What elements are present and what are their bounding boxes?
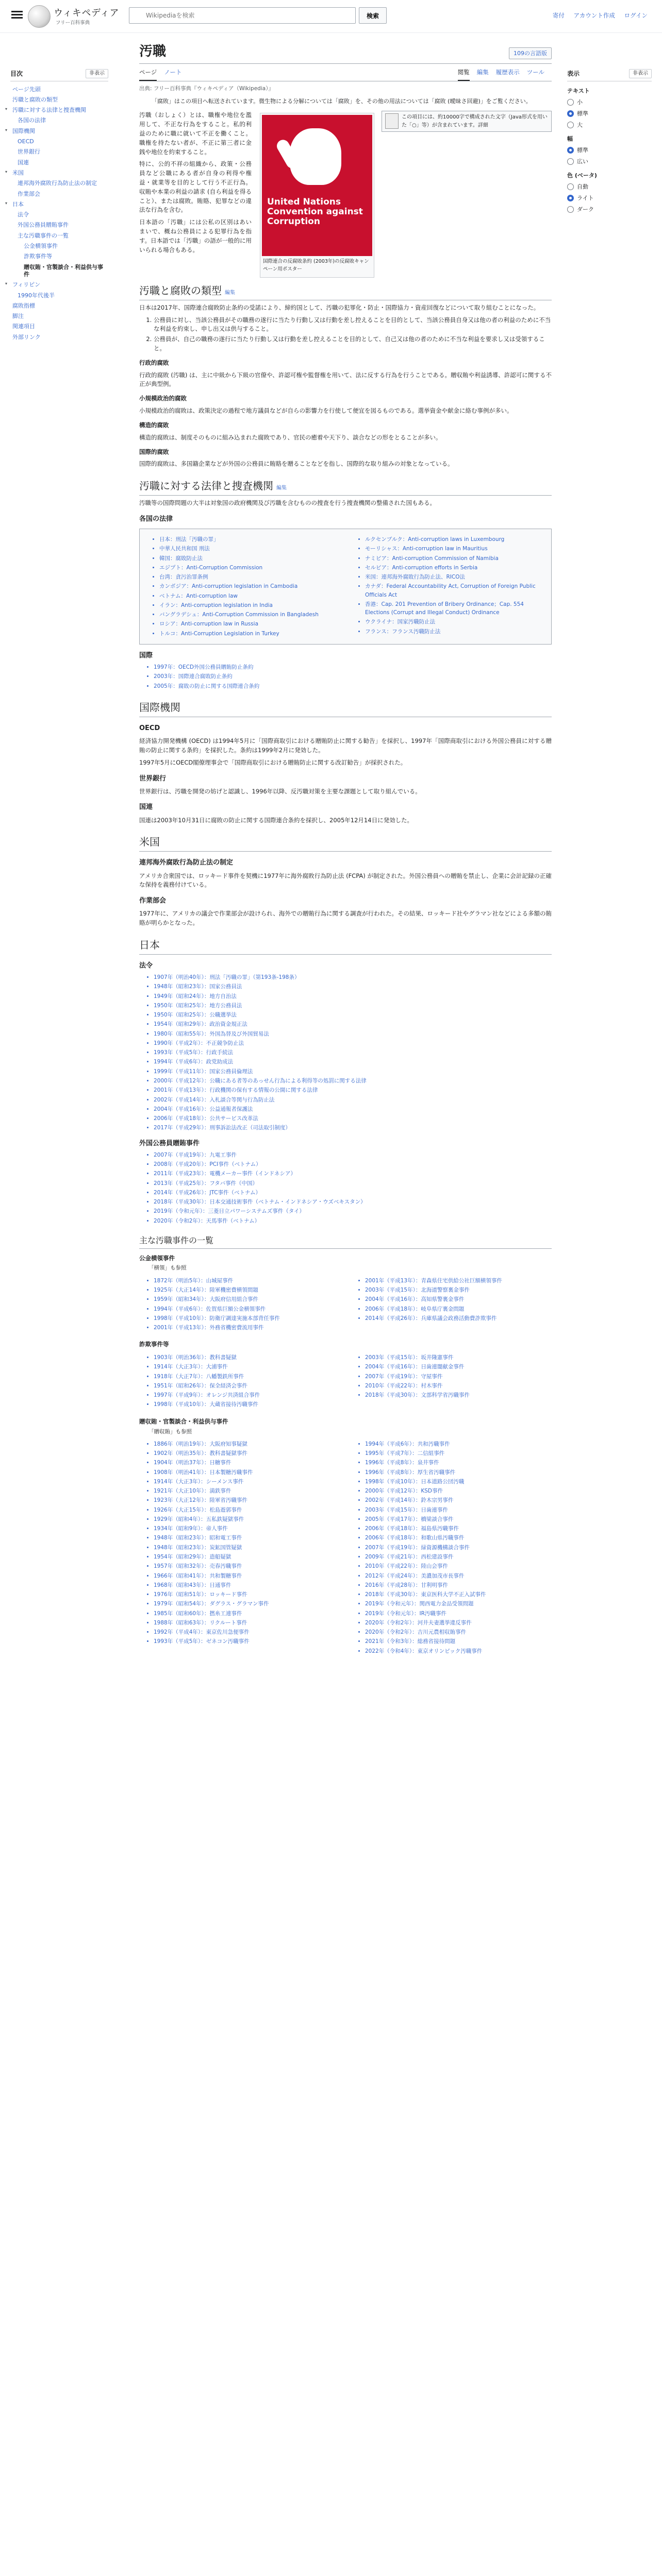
appearance-hide-button[interactable]: 非表示 <box>629 69 652 78</box>
case-item[interactable]: • 2014年（平成26年）：兵庫県議会政務活動費詐欺事件 <box>365 1314 552 1323</box>
toc-item-label: 日本 <box>12 200 24 208</box>
subheading: 外国公務員贈賄事件 <box>139 1139 200 1147</box>
toc-item-label: 主な汚職事件の一覧 <box>18 232 69 239</box>
toc-item[interactable] <box>5 280 108 290</box>
maintenance-box: この項目には、約10000字で構成された文字（Java形式を用いた「○」等）が含まれています。詳細 <box>382 111 552 132</box>
page-title: 汚職 <box>139 41 552 64</box>
case-item[interactable]: • 1903年（明治36年）：教科書疑獄 <box>154 1353 340 1362</box>
tab-read[interactable]: 閲覧 <box>458 68 470 81</box>
radio-icon[interactable] <box>567 195 574 201</box>
login-link[interactable]: ログイン <box>624 12 648 19</box>
subheading: 贈収賄・官製談合・利益供与事件 <box>139 1417 228 1425</box>
case-item[interactable]: • 1996年（平成8年）：泉井事件 <box>365 1459 552 1467</box>
law-item[interactable]: • 1949年（昭和24年）：地方自治法 <box>154 992 552 1001</box>
toc-item[interactable] <box>10 84 108 95</box>
radio-option[interactable] <box>567 205 652 214</box>
toc-item[interactable] <box>10 241 108 251</box>
case-item[interactable]: • 2014年（平成26年）：JTC事件（ベトナム） <box>154 1189 552 1197</box>
radio-label: 広い <box>577 158 588 165</box>
law-item[interactable]: • 2006年（平成18年）：公共サービス改革法 <box>154 1114 552 1123</box>
radio-icon[interactable] <box>567 147 574 154</box>
case-item[interactable]: • 2004年（平成16年）：日歯連闇献金事件 <box>365 1363 552 1371</box>
case-item[interactable]: • 1996年（平成8年）：厚生省汚職事件 <box>365 1468 552 1477</box>
case-item[interactable]: • 1914年（大正3年）：シーメンス事件 <box>154 1478 340 1486</box>
toc-item[interactable] <box>10 231 108 241</box>
toc-item-label: 法令 <box>18 211 29 218</box>
create-account-link[interactable]: アカウント作成 <box>573 12 615 19</box>
law-item[interactable]: • ベトナム：Anti-corruption law <box>159 592 340 600</box>
poster-image[interactable] <box>262 115 372 256</box>
case-item[interactable]: • 1929年（昭和4年）：五私鉄疑獄事件 <box>154 1515 340 1523</box>
search-input[interactable] <box>129 7 356 24</box>
tagline: フリー百科事典 <box>56 20 90 26</box>
case-item[interactable]: • 1923年（大正12年）：陸軍省汚職事件 <box>154 1496 340 1504</box>
case-item[interactable]: • 2020年（令和2年）：天馬事件（ベトナム） <box>154 1217 552 1225</box>
section-heading: 主な汚職事件の一覧 <box>139 1234 552 1249</box>
radio-option[interactable] <box>567 98 652 107</box>
case-item[interactable]: • 2018年（平成30年）：日本交通技術事件（ベトナム・インドネシア・ウズベキスタン） <box>154 1198 552 1206</box>
toc-item[interactable] <box>5 105 108 115</box>
case-item[interactable]: • 2002年（平成14年）：鈴木宗男事件 <box>365 1496 552 1504</box>
law-item[interactable]: • イラン：Anti-corruption legislation in India <box>159 601 340 609</box>
section-heading: 日本 <box>139 937 552 955</box>
chevron-down-icon[interactable]: ▾ <box>5 169 8 174</box>
case-item[interactable]: • 1993年（平成5年）：ゼネコン汚職事件 <box>154 1637 340 1646</box>
case-item[interactable]: • 1992年（平成4年）：東京佐川急便事件 <box>154 1628 340 1636</box>
section-heading: 米国 <box>139 834 552 852</box>
law-item[interactable]: • モーリシャス：Anti-corruption law in Mauritius <box>365 545 546 553</box>
book-icon <box>385 113 399 129</box>
option-group-label: テキスト <box>567 87 590 94</box>
case-item[interactable]: • 2019年（令和元年）：三菱日立パワーシステムズ事件（タイ） <box>154 1207 552 1215</box>
intro-paragraph: 特に、公的不祥の組織から、政策・公務員など公職にある者が自身の利得や権益・就業等を目的として行う不正行為。収賄や本業の利益の請求 (自ら利益を得ること）、または腐敗。賄賂、犯罪などの違法な行為を含む。 <box>139 160 252 214</box>
case-item[interactable]: • 2018年（平成30年）：東京医科大学不正入試事件 <box>365 1590 552 1599</box>
toc-item[interactable] <box>10 321 108 332</box>
search-button[interactable]: 検索 <box>359 7 387 24</box>
law-item[interactable]: • 2004年（平成16年）：公益通報者保護法 <box>154 1105 552 1113</box>
law-item[interactable]: • 1954年（昭和29年）：政治資金規正法 <box>154 1020 552 1028</box>
toc-item[interactable] <box>10 178 108 189</box>
radio-icon[interactable] <box>567 206 574 213</box>
case-item[interactable]: • 2003年（平成15年）：坂井隆憲事件 <box>365 1353 552 1362</box>
radio-label: 大 <box>577 121 583 128</box>
radio-label: ダーク <box>577 206 594 213</box>
toc-item-label: 汚職と腐敗の類型 <box>12 96 58 103</box>
subheading: 国際 <box>139 652 153 659</box>
case-item[interactable]: • 1926年（大正15年）：松島遊郭事件 <box>154 1506 340 1514</box>
page-tabs <box>139 67 552 81</box>
subheading: 公金横領事件 <box>139 1254 175 1262</box>
toc-item[interactable] <box>10 332 108 343</box>
case-item[interactable]: • 2000年（平成12年）：KSD事件 <box>365 1487 552 1495</box>
edit-link[interactable]: 編集 <box>276 485 287 492</box>
case-item[interactable]: • 2005年（平成17年）：橋梁談合事件 <box>365 1515 552 1523</box>
toc-item-label: 公金横領事件 <box>24 243 58 250</box>
toc-hide-button[interactable]: 非表示 <box>86 69 108 78</box>
case-item[interactable]: • 1966年（昭和41年）：共和製糖事件 <box>154 1572 340 1580</box>
law-item[interactable]: • トルコ：Anti-Corruption Legislation in Turkey <box>159 630 340 638</box>
section-heading: 国際機関 <box>139 700 552 717</box>
subheading: 詐欺事件等 <box>139 1341 169 1348</box>
subheading: 作業部会 <box>139 897 167 905</box>
case-item[interactable]: • 1954年（昭和29年）：造船疑獄 <box>154 1553 340 1561</box>
wordmark[interactable]: ウィキペディア <box>54 8 119 19</box>
case-item[interactable]: • 1904年（明治37年）：日糖事件 <box>154 1459 340 1467</box>
menu-icon[interactable] <box>11 9 23 19</box>
case-item[interactable]: • 2009年（平成21年）：西松建設事件 <box>365 1553 552 1561</box>
toc-item-label: 詐欺事件等 <box>24 253 52 260</box>
radio-option[interactable] <box>567 194 652 202</box>
case-item[interactable]: • 2003年（平成15年）：北海道警察裏金事件 <box>365 1286 552 1294</box>
chevron-down-icon[interactable]: ▾ <box>5 107 8 112</box>
case-item[interactable]: • 1988年（昭和63年）：リクルート事件 <box>154 1619 340 1627</box>
paragraph: 汚職等の国際問題の大半は対象国の政府機関及び汚職を含むものの捜査を行う捜査機関の整備された国もある。 <box>139 499 436 507</box>
toc-item[interactable] <box>10 251 108 262</box>
subheading: 法令 <box>139 961 153 970</box>
table-of-contents <box>5 69 108 343</box>
case-item[interactable]: • 1886年（明治19年）：大阪府知事疑獄 <box>154 1440 340 1448</box>
case-item[interactable]: • 2022年（令和4年）：東京オリンピック汚職事件 <box>365 1647 552 1655</box>
option-group-label: 色 (ベータ) <box>567 172 597 179</box>
case-item[interactable]: • 2019年（令和元年）：IR汚職事件 <box>365 1609 552 1618</box>
subheading: 各国の法律 <box>139 515 173 523</box>
law-item[interactable]: • エジプト：Anti-Corruption Commission <box>159 564 340 572</box>
donate-link[interactable]: 寄付 <box>552 12 565 19</box>
law-item[interactable]: • ルクセンブルク：Anti-corruption laws in Luxembourg <box>365 535 546 544</box>
tab-history[interactable]: 履歴表示 <box>495 69 520 76</box>
tab-edit[interactable]: 編集 <box>476 69 489 76</box>
case-item[interactable]: • 2018年（平成30年）：文部科学省汚職事件 <box>365 1391 552 1399</box>
law-item[interactable]: • 韓国：腐敗防止法 <box>159 554 340 563</box>
paragraph: 世界銀行は、汚職を開発の妨げと認識し、1996年以降、反汚職対策を主要な課題として取り組んでいる。 <box>139 787 421 795</box>
case-item[interactable]: • 1976年（昭和51年）：ロッキード事件 <box>154 1590 340 1599</box>
tab-talk[interactable]: ノート <box>164 69 182 76</box>
chevron-down-icon[interactable]: ▾ <box>5 281 8 286</box>
law-item[interactable]: • フランス：フランス汚職防止法 <box>365 628 546 636</box>
radio-label: ライト <box>577 195 594 202</box>
from-line: 出典: フリー百科事典『ウィキペディア（Wikipedia）』 <box>139 86 274 92</box>
law-item[interactable]: • 1950年（昭和25年）：地方公務員法 <box>154 1002 552 1010</box>
toc-item-label: 腐敗指標 <box>12 302 35 309</box>
case-item[interactable]: • 2006年（平成18年）：福島県汚職事件 <box>365 1524 552 1533</box>
option-group-label: 幅 <box>567 135 573 142</box>
toc-item-label: 世界銀行 <box>18 148 40 156</box>
law-item[interactable]: • 2001年（平成13年）：行政機関の保有する情報の公開に関する法律 <box>154 1086 552 1094</box>
radio-label: 小 <box>577 98 583 106</box>
toc-item-label: 脚注 <box>12 313 24 320</box>
paragraph: 構造的腐敗は、制度そのものに組み込まれた腐敗であり、官民の癒着や天下り、談合などの形をとることが多い。 <box>139 433 442 441</box>
case-item[interactable]: • 2011年（平成23年）：電機メーカー事件（インドネシア） <box>154 1170 552 1178</box>
law-item[interactable]: • 1993年（平成5年）：行政手続法 <box>154 1048 552 1057</box>
case-item[interactable]: • 2012年（平成24年）：美濃加茂市長事件 <box>365 1572 552 1580</box>
toc-header: 目次 非表示 <box>10 69 108 81</box>
radio-option[interactable] <box>567 121 652 129</box>
edit-link[interactable]: 編集 <box>225 290 235 296</box>
toc-item-label: 1990年代後半 <box>18 292 55 299</box>
toc-item[interactable] <box>10 147 108 157</box>
subheading: 行政的腐敗 <box>139 359 169 366</box>
case-item[interactable]: • 2006年（平成18年）：和歌山県汚職事件 <box>365 1534 552 1542</box>
toc-item[interactable] <box>5 168 108 178</box>
toc-item[interactable] <box>10 301 108 311</box>
tab-page[interactable]: ページ <box>139 68 157 81</box>
radio-option[interactable] <box>567 109 652 118</box>
toc-item[interactable] <box>10 210 108 220</box>
radio-icon[interactable] <box>567 99 574 106</box>
toc-item-label: フィリピン <box>12 281 41 289</box>
law-item[interactable]: • カンボジア：Anti-corruption legislation in Cambodia <box>159 582 340 590</box>
search-form <box>129 7 387 24</box>
toc-item[interactable] <box>10 137 108 147</box>
toc-item-label: 各国の法律 <box>18 117 46 124</box>
intro-paragraph: 日本語の「汚職」には公私の区別はあいまいで、概ね公務員による犯罪行為を指す。日本語では「汚職」の語が一般的に用いられる場合もある。 <box>139 218 252 253</box>
toc-item[interactable] <box>10 158 108 168</box>
case-item[interactable]: • 2019年（令和元年）：関西電力金品受領問題 <box>365 1600 552 1608</box>
hatnote: 「腐敗」はこの項目へ転送されています。微生物による分解については「腐敗」を、その他の用法については「腐敗 (曖昧さ回避)」をご覧ください。 <box>152 98 532 105</box>
case-item[interactable]: • 2013年（平成25年）：フタバ事件（中国） <box>154 1179 552 1188</box>
paragraph: 日本は2017年、国際連合腐敗防止条約の受諾により、締約国として、汚職の犯罪化・防止・国際協力・資産回復などについて取り組むことになった。 <box>139 303 540 311</box>
paragraph: 1997年5月にOECD閣僚理事会で「国際商取引における贈賄防止に関する改訂勧告」が採択された。 <box>139 758 407 766</box>
toc-item[interactable] <box>10 311 108 321</box>
subheading: OECD <box>139 724 160 732</box>
radio-label: 標準 <box>577 146 588 154</box>
law-item[interactable]: • 1907年（明治40年）：刑法「汚職の罪」（第193条-198条） <box>154 973 552 981</box>
law-item[interactable]: • 中華人民共和国 刑法 <box>159 545 340 553</box>
law-item[interactable]: • 1999年（平成11年）：国家公務員倫理法 <box>154 1067 552 1076</box>
law-item[interactable]: • カナダ：Federal Accountability Act, Corruption of Foreign Public Officials Act <box>365 582 546 599</box>
case-item[interactable]: • 2006年（平成18年）：岐阜県庁裏金問題 <box>365 1305 552 1313</box>
convention-item[interactable]: • 2003年：国際連合腐敗防止条約 <box>154 672 552 681</box>
site-header <box>0 0 662 33</box>
case-item[interactable]: • 1998年（平成10年）：防衛庁調達実施本部背任事件 <box>154 1314 340 1323</box>
poster-title: United Nations Convention against Corruption <box>267 197 363 227</box>
law-item[interactable]: • 2000年（平成12年）：公職にある者等のあっせん行為による利得等の処罰に関する法律 <box>154 1077 552 1085</box>
hatnote: 「横領」も参照 <box>148 1265 187 1272</box>
toc-item[interactable] <box>10 220 108 230</box>
toc-item[interactable] <box>10 189 108 199</box>
paragraph: アメリカ合衆国では、ロッキード事件を契機に1977年に海外腐敗行為防止法 (FCPA) が制定された。外国公務員への贈賄を禁止し、企業に会計記録の正確な保持を義務付けている。 <box>139 872 552 889</box>
chevron-down-icon[interactable]: ▾ <box>5 127 8 132</box>
law-item[interactable]: • ナミビア：Anti-corruption Commission of Namibia <box>365 554 546 563</box>
toc-item-label: 作業部会 <box>18 190 40 197</box>
convention-item[interactable]: • 2005年：腐敗の防止に関する国際連合条約 <box>154 682 552 690</box>
law-item[interactable]: • 1948年（昭和23年）：国家公務員法 <box>154 982 552 991</box>
paragraph: 小規模政治的腐敗は、政策決定の過程で地方議員などが自らの影響力を行使して便宜を図るものである。選挙資金や献金に絡む事例が多い。 <box>139 407 513 415</box>
case-item[interactable]: • 1918年（大正7年）：八幡製鉄所事件 <box>154 1372 340 1381</box>
tab-tools[interactable]: ツール <box>526 69 544 76</box>
law-item[interactable]: • 米国：連邦海外腐敗行為防止法、RICO法 <box>365 573 546 581</box>
case-item[interactable]: • 1902年（明治35年）：教科書疑獄事件 <box>154 1449 340 1458</box>
toc-item-label: 関連項目 <box>12 323 35 330</box>
paragraph: 国連は2003年10月31日に腐敗の防止に関する国際連合条約を採択し、2005年12月14日に発効した。 <box>139 816 413 824</box>
toc-item[interactable] <box>10 291 108 301</box>
hatnote: 「贈収賄」も参照 <box>148 1428 192 1435</box>
article <box>139 41 552 1658</box>
law-item[interactable]: • ロシア：Anti-corruption law in Russia <box>159 620 340 628</box>
radio-icon[interactable] <box>567 183 574 190</box>
toc-item-label: 汚職に対する法律と捜査機関 <box>12 107 86 114</box>
language-button[interactable]: 109の言語版 <box>509 47 552 59</box>
case-item[interactable]: • 1994年（平成6年）：共和汚職事件 <box>365 1440 552 1448</box>
case-item[interactable]: • 1997年（平成9年）：オレンジ共済組合事件 <box>154 1391 340 1399</box>
law-item[interactable]: • バングラデシュ：Anti-Corruption Commission in Bangladesh <box>159 611 340 619</box>
toc-item-label: 贈収賄・官製談合・利益供与事件 <box>24 263 103 278</box>
case-item[interactable]: • 2008年（平成20年）：PCI事件（ベトナム） <box>154 1160 552 1168</box>
user-links <box>545 11 648 21</box>
section-heading: 汚職に対する法律と捜査機関 編集 <box>139 478 552 496</box>
appearance-header: 表示 非表示 <box>567 69 652 81</box>
toc-item-label: 国際機関 <box>12 127 35 134</box>
law-item[interactable]: • 2017年（平成29年）：刑事訴訟法改正（司法取引制度） <box>154 1124 552 1132</box>
case-item[interactable]: • 1934年（昭和9年）：帝人事件 <box>154 1524 340 1533</box>
chevron-down-icon[interactable]: ▾ <box>5 200 8 206</box>
case-item[interactable]: • 2010年（平成22年）：村木事件 <box>365 1382 552 1390</box>
case-item[interactable]: • 1995年（平成7年）：二信組事件 <box>365 1449 552 1458</box>
law-item[interactable]: • 日本：刑法「汚職の罪」 <box>159 535 340 544</box>
subheading: 国際的腐敗 <box>139 448 169 455</box>
radio-option[interactable] <box>567 146 652 155</box>
toc-item-label: 連邦海外腐敗行為防止法の制定 <box>18 180 97 187</box>
case-item[interactable]: • 1921年（大正10年）：満鉄事件 <box>154 1487 340 1495</box>
case-item[interactable]: • 1872年（明治5年）：山城屋事件 <box>154 1277 340 1285</box>
law-item[interactable]: • ウクライナ：国家汚職防止法 <box>365 618 546 626</box>
intro-paragraph: 汚職（おしょく）とは、職権や地位を濫用して、不正な行為をすること。私的利益のために職に就いて不正を働くこと。職権を持たない者が、不正に第三者に金銭や地位を約束すること。 <box>139 111 252 156</box>
case-item[interactable]: • 2001年（平成13年）：外務省機密費流用事件 <box>154 1324 340 1332</box>
case-item[interactable]: • 1914年（大正3年）：大浦事件 <box>154 1363 340 1371</box>
case-item[interactable]: • 1979年（昭和54年）：ダグラス・グラマン事件 <box>154 1600 340 1608</box>
case-item[interactable]: • 1998年（平成10年）：大蔵省接待汚職事件 <box>154 1400 340 1409</box>
laws-box <box>139 529 552 645</box>
section-heading: 汚職と腐敗の類型 編集 <box>139 283 552 300</box>
radio-icon[interactable] <box>567 110 574 117</box>
case-item[interactable]: • 2007年（平成19年）：守屋事件 <box>365 1372 552 1381</box>
radio-option[interactable] <box>567 182 652 191</box>
case-item[interactable]: • 1959年（昭和34年）：大阪府信用組合事件 <box>154 1295 340 1303</box>
toc-item-label: ページ先頭 <box>12 86 41 93</box>
list-item: 2. 公務員が、自己の職務の遂行に当たり行動し又は行動を差し控えることを目的として、自己又は他の者のために不当な利益を要求し又は受領すること。 <box>154 335 552 353</box>
case-item[interactable]: • 2007年（平成19年）：緑資源機構談合事件 <box>365 1544 552 1552</box>
law-item[interactable]: • 1990年（平成2年）：不正競争防止法 <box>154 1039 552 1047</box>
toc-item[interactable] <box>5 199 108 210</box>
subheading: 連邦海外腐敗行為防止法の制定 <box>139 859 234 867</box>
wikipedia-logo[interactable] <box>28 5 51 28</box>
case-item[interactable]: • 1985年（昭和60年）：撚糸工連事件 <box>154 1609 340 1618</box>
case-item[interactable]: • 2016年（平成28年）：甘利明事件 <box>365 1581 552 1589</box>
radio-icon[interactable] <box>567 158 574 165</box>
toc-item-label: OECD <box>18 138 34 145</box>
appearance-panel <box>567 69 652 216</box>
law-item[interactable]: • 香港：Cap. 201 Prevention of Bribery Ordinance；Cap. 554 Elections (Corrupt and Illegal Conduct) Ordinance <box>365 600 546 617</box>
case-item[interactable]: • 2010年（平成22年）：陸山会事件 <box>365 1562 552 1570</box>
toc-item-label: 外国公務員贈賄事件 <box>18 222 69 229</box>
case-item[interactable]: • 1968年（昭和43年）：日通事件 <box>154 1581 340 1589</box>
law-item[interactable]: • 1994年（平成6年）：政党助成法 <box>154 1058 552 1066</box>
paragraph: 1977年に、アメリカの議会で作業部会が設けられ、海外での贈賄行為に関する調査が行われた。その結果、ロッキード社やグラマン社などによる多額の賄賂が明らかとなった。 <box>139 910 552 927</box>
figure-caption: 国際連合の反腐敗条約 (2003年)の反腐敗キャンペーン用ポスター <box>263 259 369 273</box>
case-item[interactable]: • 2007年（平成19年）：九電工事件 <box>154 1151 552 1159</box>
toc-item-label: 国連 <box>18 159 29 166</box>
paragraph: 国際的腐敗は、多国籍企業などが外国の公務員に賄賂を贈ることなどを指し、国際的な取り組みの対象となっている。 <box>139 460 454 468</box>
case-item[interactable]: • 2021年（令和3年）：総務省接待問題 <box>365 1637 552 1646</box>
case-item[interactable]: • 1948年（昭和23年）：炭鉱国管疑獄 <box>154 1544 340 1552</box>
paragraph: 経済協力開発機構 (OECD) は1994年5月に「国際商取引における贈賄防止に関する勧告」を採択し、1997年「国際商取引における外国公務員に対する贈賄の防止に関する条約」を採択した。条約は1999年2月に発効した。 <box>139 737 552 754</box>
case-item[interactable]: • 1948年（昭和23年）：昭和電工事件 <box>154 1534 340 1542</box>
hand-icon <box>290 128 341 185</box>
paragraph: 行政的腐敗 (汚職) は、主に中級から下級の官僚や、許認可権や監督権を用いて、法に反する行為を行うことである。贈収賄や利益誘導、許認可に関する不正が典型例。 <box>139 371 552 388</box>
case-item[interactable]: • 2003年（平成15年）：日歯連事件 <box>365 1506 552 1514</box>
law-item[interactable]: • 2002年（平成14年）：入札談合等関与行為防止法 <box>154 1096 552 1104</box>
law-item[interactable]: • 1950年（昭和25年）：公職選挙法 <box>154 1011 552 1019</box>
case-item[interactable]: • 2001年（平成13年）：青森県住宅供給公社巨額横領事件 <box>365 1277 552 1285</box>
radio-label: 標準 <box>577 110 588 117</box>
case-item[interactable]: • 1994年（平成6年）：佐賀県巨額公金横領事件 <box>154 1305 340 1313</box>
subheading: 小規模政治的腐敗 <box>139 395 187 402</box>
law-item[interactable]: • セルビア：Anti-corruption efforts in Serbia <box>365 564 546 572</box>
list-item: 1. 公務員に対し、当該公務員がその職務の遂行に当たり行動し又は行動を差し控えることを目的として、当該公務員自身又は他の者の利益のために不当な利益を約束し、申し出又は供与すること。 <box>154 316 552 334</box>
toc-item[interactable] <box>5 126 108 137</box>
subheading: 世界銀行 <box>139 774 167 783</box>
case-item[interactable]: • 1951年（昭和26年）：保全経済会事件 <box>154 1382 340 1390</box>
toc-item-label: 外部リンク <box>12 333 41 341</box>
toc-item[interactable] <box>10 262 108 280</box>
case-item[interactable]: • 1925年（大正14年）：陸軍機密費横領問題 <box>154 1286 340 1294</box>
subheading: 国連 <box>139 803 153 811</box>
case-item[interactable]: • 2004年（平成16年）：高知県警裏金事件 <box>365 1295 552 1303</box>
case-item[interactable]: • 1908年（明治41年）：日本製糖汚職事件 <box>154 1468 340 1477</box>
case-item[interactable]: • 2020年（令和2年）：河井夫妻選挙違反事件 <box>365 1619 552 1627</box>
law-item[interactable]: • 台湾：貪污治罪条例 <box>159 573 340 581</box>
toc-item[interactable] <box>10 95 108 105</box>
convention-item[interactable]: • 1997年：OECD外国公務員贈賄防止条約 <box>154 663 552 671</box>
subheading: 構造的腐敗 <box>139 421 169 429</box>
toc-item-label: 米国 <box>12 169 24 176</box>
toc-item[interactable] <box>10 115 108 126</box>
case-item[interactable]: • 1957年（昭和32年）：売春汚職事件 <box>154 1562 340 1570</box>
case-item[interactable]: • 1998年（平成10年）：日本道路公団汚職 <box>365 1478 552 1486</box>
case-item[interactable]: • 2020年（令和2年）：吉川元農相収賄事件 <box>365 1628 552 1636</box>
radio-option[interactable] <box>567 157 652 166</box>
lead-figure <box>260 113 374 277</box>
law-item[interactable]: • 1980年（昭和55年）：外国為替及び外国貿易法 <box>154 1030 552 1038</box>
radio-label: 自動 <box>577 183 588 190</box>
radio-icon[interactable] <box>567 122 574 128</box>
